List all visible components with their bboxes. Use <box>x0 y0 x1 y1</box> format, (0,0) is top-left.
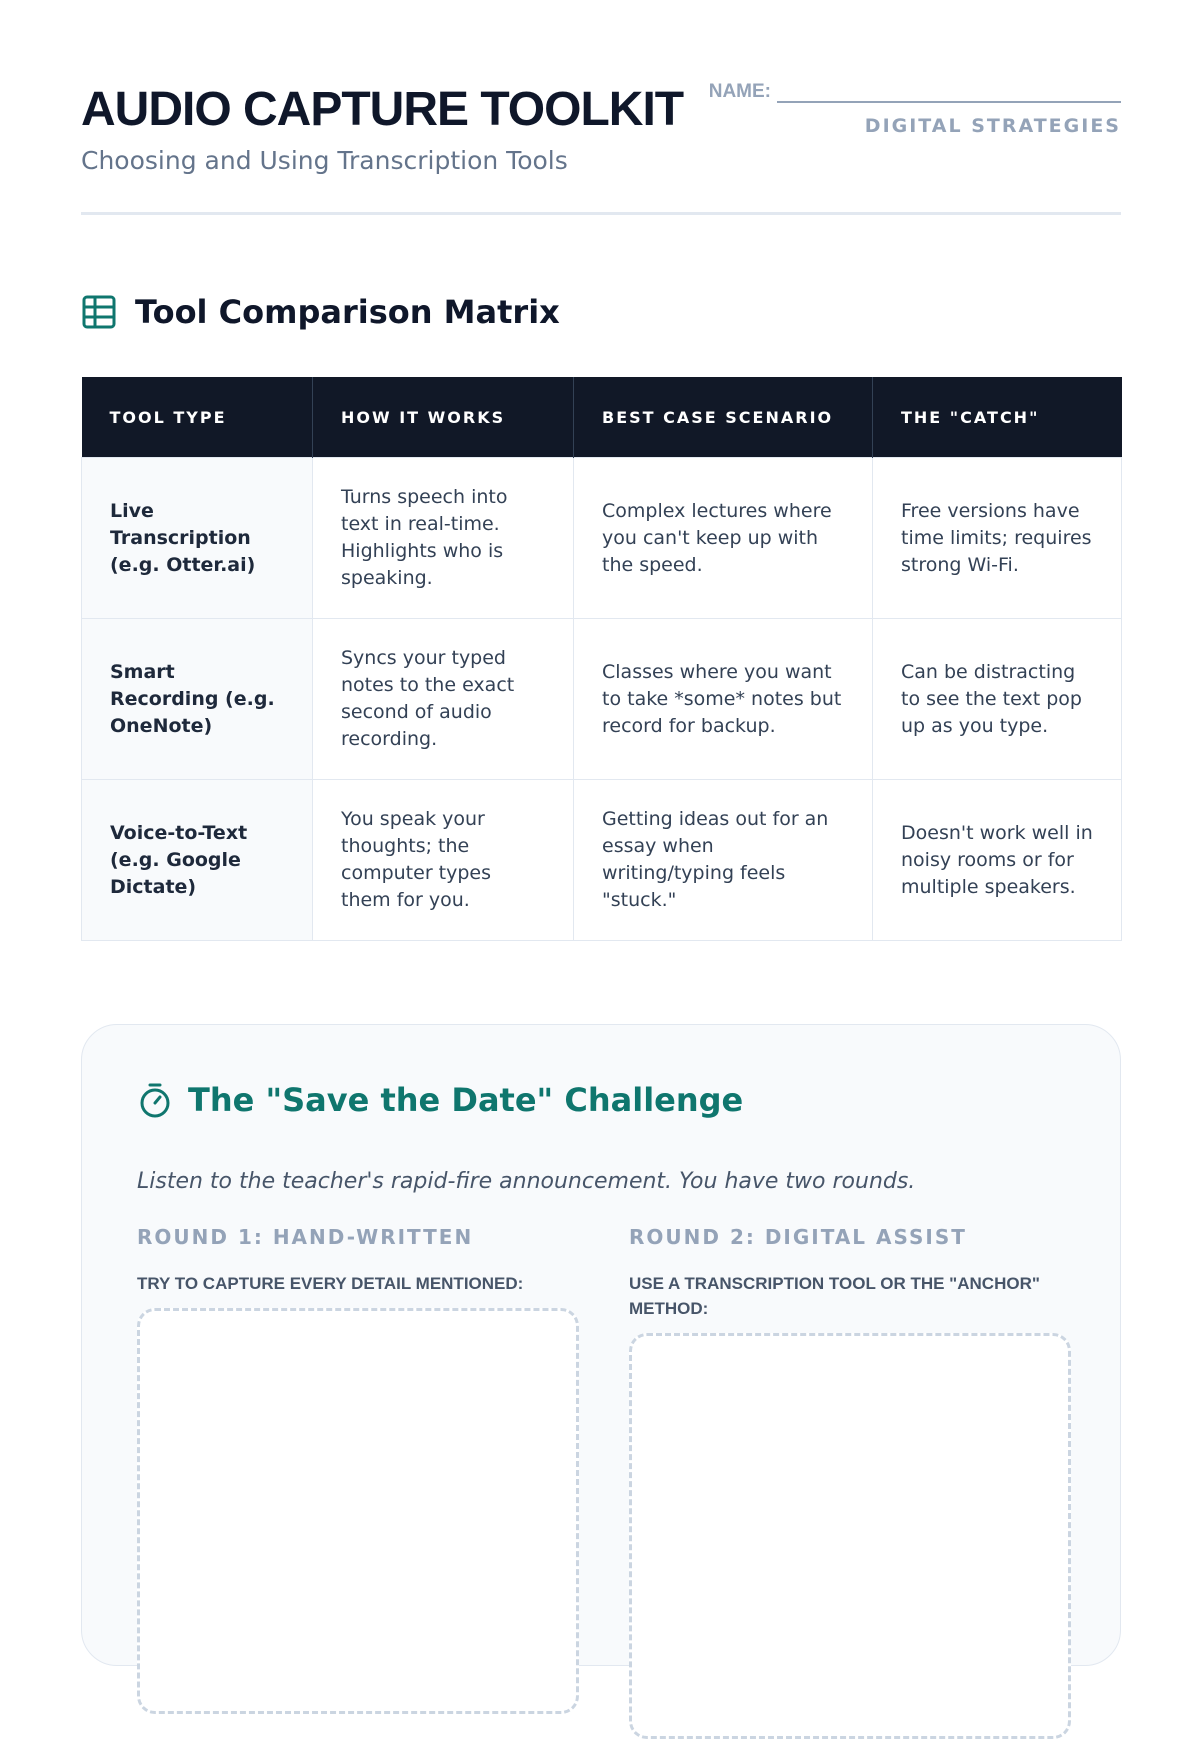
round-2-answer-box[interactable] <box>629 1333 1071 1739</box>
table-icon <box>81 294 117 330</box>
matrix-heading <box>81 293 560 331</box>
best-case-cell: Classes where you want to take *some* notes but record for backup. <box>574 619 873 780</box>
catch-cell: Free versions have time limits; requires strong Wi-Fi. <box>873 458 1122 619</box>
challenge-card <box>81 1024 1121 1666</box>
how-it-works-cell: Syncs your typed notes to the exact second of audio recording. <box>313 619 574 780</box>
catch-cell: Can be distracting to see the text pop up as you type. <box>873 619 1122 780</box>
challenge-heading <box>138 1081 743 1119</box>
page-subtitle: Choosing and Using Transcription Tools <box>81 146 568 175</box>
name-field <box>709 80 1121 103</box>
how-it-works-cell: You speak your thoughts; the computer types them for you. <box>313 780 574 941</box>
catch-cell: Doesn't work well in noisy rooms or for multiple speakers. <box>873 780 1122 941</box>
best-case-cell: Getting ideas out for an essay when writing/typing feels "stuck." <box>574 780 873 941</box>
table-row <box>82 780 1122 941</box>
column-header: TOOL TYPE <box>82 377 313 458</box>
column-header: THE "CATCH" <box>873 377 1122 458</box>
challenge-intro: Listen to the teacher's rapid-fire announcement. You have two rounds. <box>137 1169 916 1194</box>
how-it-works-cell: Turns speech into text in real-time. Highlights who is speaking. <box>313 458 574 619</box>
department-label: DIGITAL STRATEGIES <box>864 115 1121 137</box>
best-case-cell: Complex lectures where you can't keep up with the speed. <box>574 458 873 619</box>
tool-type-cell: Smart Recording (e.g. OneNote) <box>82 619 313 780</box>
table-row <box>82 619 1122 780</box>
section-title: Tool Comparison Matrix <box>135 293 560 331</box>
round-instruction: TRY TO CAPTURE EVERY DETAIL MENTIONED: <box>137 1274 524 1293</box>
round-1-answer-box[interactable] <box>137 1308 579 1714</box>
worksheet-header <box>81 0 1121 215</box>
worksheet-page <box>81 0 1121 1318</box>
page-title: AUDIO CAPTURE TOOLKIT <box>81 83 684 136</box>
table-header-row <box>82 377 1122 458</box>
column-header: HOW IT WORKS <box>313 377 574 458</box>
name-write-line[interactable] <box>777 80 1121 103</box>
round-2-section <box>629 1225 1069 1739</box>
round-title: ROUND 1: HAND-WRITTEN <box>137 1225 474 1249</box>
tool-type-cell: Voice-to-Text (e.g. Google Dictate) <box>82 780 313 941</box>
tool-type-cell: Live Transcription (e.g. Otter.ai) <box>82 458 313 619</box>
round-instruction: USE A TRANSCRIPTION TOOL OR THE "ANCHOR" METHOD: <box>629 1274 1040 1318</box>
stopwatch-icon <box>138 1082 172 1118</box>
round-1-section <box>137 1225 577 1714</box>
round-title: ROUND 2: DIGITAL ASSIST <box>629 1225 967 1249</box>
table-row <box>82 458 1122 619</box>
challenge-title: The "Save the Date" Challenge <box>188 1081 744 1119</box>
tool-comparison-table <box>81 377 1122 941</box>
column-header: BEST CASE SCENARIO <box>574 377 873 458</box>
name-label: NAME: <box>708 81 771 102</box>
